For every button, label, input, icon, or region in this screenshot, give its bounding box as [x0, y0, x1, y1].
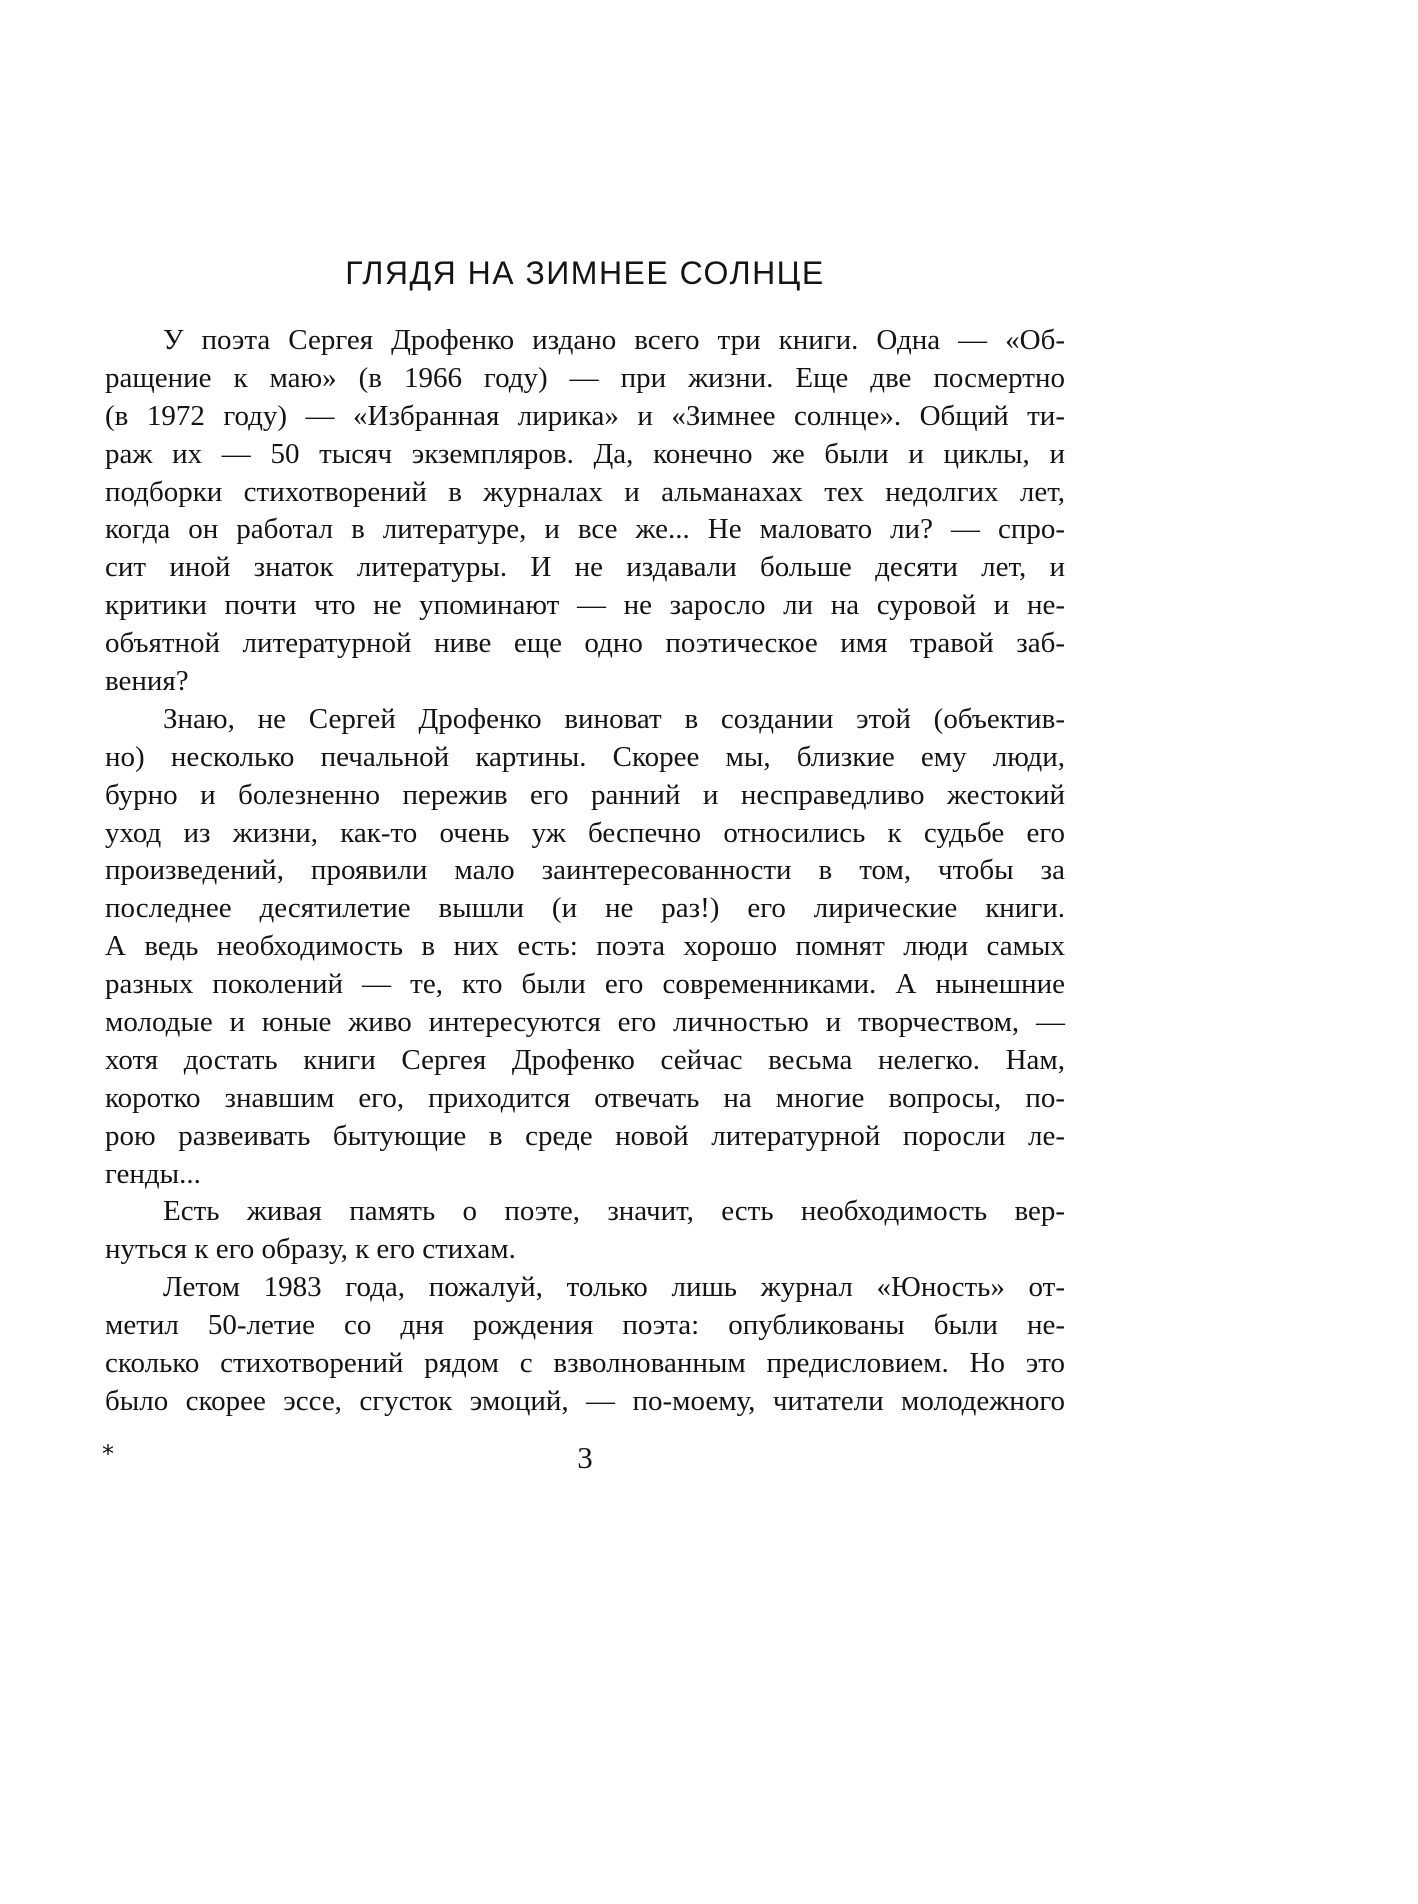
- text-line: произведений, проявили мало заинтересованности в том, чтобы за: [105, 854, 1065, 887]
- text-line: (в 1972 году) — «Избранная лирика» и «Зимнее солнце». Общий ти-: [105, 399, 1065, 432]
- footer-asterisk: *: [102, 1440, 114, 1468]
- text-line: рою развеивать бытующие в среде новой литературной поросли ле-: [105, 1119, 1065, 1152]
- text-line: сколько стихотворений рядом с взволнованным предисловием. Но это: [105, 1347, 1065, 1380]
- text-line: но) несколько печальной картины. Скорее мы, близкие ему люди,: [105, 740, 1065, 773]
- text-line: хотя достать книги Сергея Дрофенко сейчас весьма нелегко. Нам,: [105, 1043, 1065, 1076]
- text-line: ращение к маю» (в 1966 году) — при жизни. Еще две посмертно: [105, 361, 1065, 394]
- text-line: нуться к его образу, к его стихам.: [105, 1233, 516, 1266]
- text-line: метил 50-летие со дня рождения поэта: опубликованы были не-: [105, 1309, 1065, 1342]
- text-line: когда он работал в литературе, и все же... Не маловато ли? — спро-: [105, 513, 1065, 546]
- text-line: последнее десятилетие вышли (и не раз!) его лирические книги.: [105, 892, 1065, 925]
- text-line: уход из жизни, как-то очень уж беспечно относились к судьбе его: [105, 816, 1065, 849]
- text-line: Знаю, не Сергей Дрофенко виноват в создании этой (объектив-: [163, 702, 1065, 735]
- text-line: генды...: [105, 1157, 201, 1190]
- text-line: вения?: [105, 665, 189, 698]
- text-line: объятной литературной ниве еще одно поэтическое имя травой заб-: [105, 627, 1065, 660]
- text-line: Летом 1983 года, пожалуй, только лишь журнал «Юность» от-: [163, 1271, 1065, 1304]
- text-line: молодые и юные живо интересуются его личностью и творчеством, —: [105, 1006, 1065, 1039]
- text-line: Есть живая память о поэте, значит, есть необходимость вер-: [163, 1195, 1065, 1228]
- text-line: коротко знавшим его, приходится отвечать на многие вопросы, по-: [105, 1081, 1065, 1114]
- body-text: [105, 322, 1065, 1421]
- text-line: У поэта Сергея Дрофенко издано всего три книги. Одна — «Об-: [163, 324, 1065, 356]
- text-line: бурно и болезненно пережив его ранний и несправедливо жестокий: [105, 778, 1065, 811]
- text-line: разных поколений — те, кто были его современниками. А нынешние: [105, 968, 1065, 1001]
- text-line: критики почти что не упоминают — не заросло ли на суровой и не-: [105, 589, 1065, 622]
- text-line: было скорее эссе, сгусток эмоций, — по-моему, читатели молодежного: [105, 1384, 1065, 1417]
- text-line: сит иной знаток литературы. И не издавали больше десяти лет, и: [105, 551, 1065, 584]
- text-line: подборки стихотворений в журналах и альманахах тех недолгих лет,: [105, 475, 1065, 508]
- chapter-title: ГЛЯДЯ НА ЗИМНЕЕ СОЛНЦЕ: [345, 255, 825, 291]
- text-line: А ведь необходимость в них есть: поэта хорошо помнят люди самых: [105, 930, 1065, 963]
- text-line: раж их — 50 тысяч экземпляров. Да, конечно же были и циклы, и: [105, 437, 1065, 470]
- page-number: 3: [577, 1440, 593, 1475]
